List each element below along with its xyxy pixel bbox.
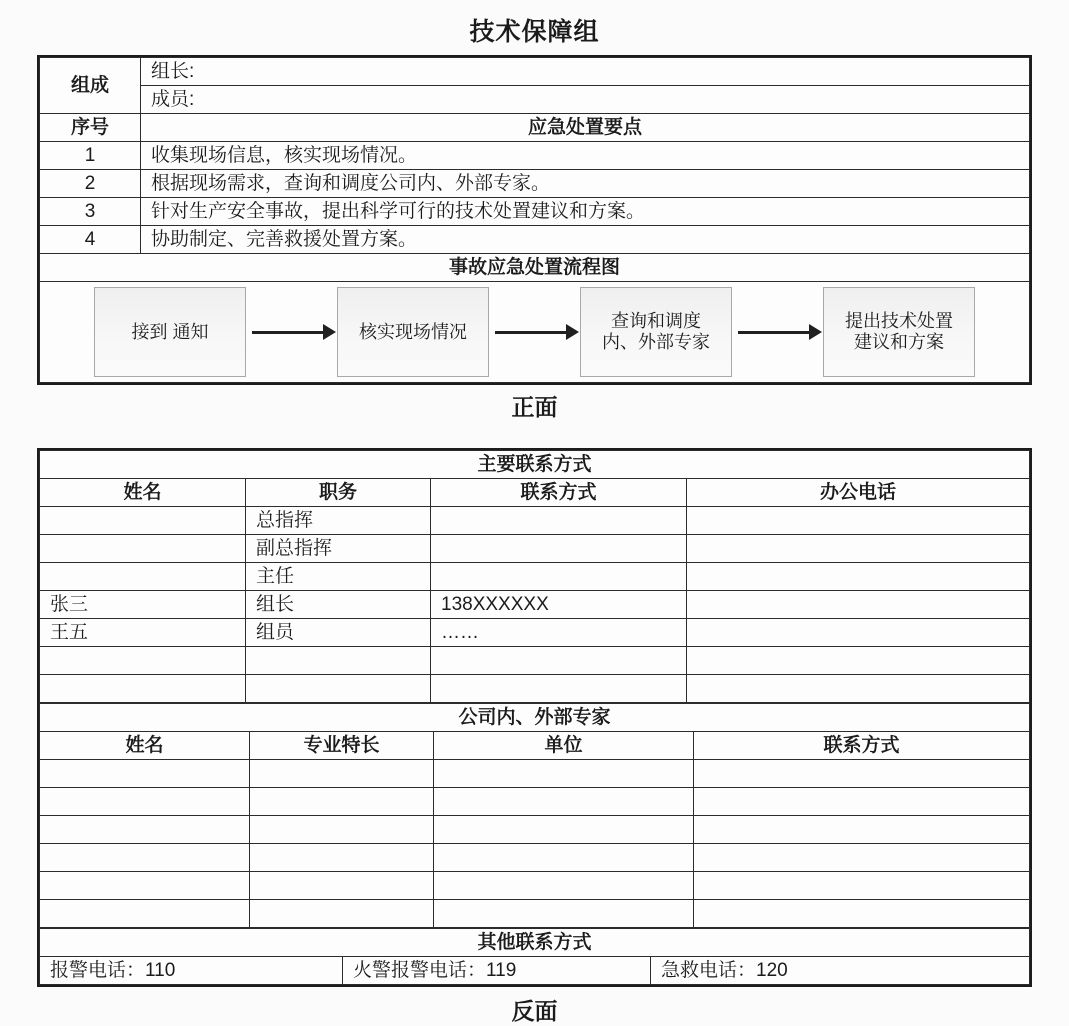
role-cell (246, 647, 431, 675)
name-cell (40, 900, 250, 928)
contacts-header-office: 办公电话 (687, 479, 1030, 507)
point-row (40, 198, 1030, 226)
experts-title-row (40, 704, 1030, 732)
name-cell (40, 816, 250, 844)
name-cell (40, 872, 250, 900)
point-text: 协助制定、完善救援处置方案。 (141, 226, 1030, 254)
front-side-label: 正面 (511, 394, 558, 420)
expert-row (40, 900, 1030, 928)
unit-cell (434, 844, 694, 872)
contact-cell (694, 788, 1030, 816)
point-text: 根据现场需求，查询和调度公司内、外部专家。 (141, 170, 1030, 198)
other-contacts-table (39, 928, 1030, 985)
flowchart-title-row (40, 254, 1030, 282)
flow-step-verify (337, 287, 489, 377)
leader-cell (141, 58, 1030, 86)
specialty-cell (250, 760, 434, 788)
points-header-row (40, 114, 1030, 142)
role-cell: 主任 (246, 563, 431, 591)
contacts-title: 主要联系方式 (40, 451, 1030, 479)
flowchart-row (40, 282, 1030, 383)
flow-step-text: 提出技术处置 (845, 311, 953, 332)
flow-arrow-icon (252, 331, 323, 334)
flow-arrow-icon (495, 331, 566, 334)
contacts-header-row (40, 479, 1030, 507)
role-cell: 副总指挥 (246, 535, 431, 563)
name-cell: 王五 (40, 619, 246, 647)
other-contacts-title: 其他联系方式 (40, 929, 1030, 957)
composition-members-row (40, 86, 1030, 114)
contacts-table (39, 450, 1030, 703)
role-cell (246, 675, 431, 703)
point-row (40, 142, 1030, 170)
experts-header-unit: 单位 (434, 732, 694, 760)
expert-row (40, 760, 1030, 788)
contact-cell (694, 872, 1030, 900)
office-cell (687, 563, 1030, 591)
name-cell: 张三 (40, 591, 246, 619)
specialty-cell (250, 816, 434, 844)
contact-cell: …… (431, 619, 687, 647)
contact-row (40, 675, 1030, 703)
office-cell (687, 507, 1030, 535)
flow-step-dispatch-experts (580, 287, 732, 377)
point-no: 2 (40, 170, 141, 198)
experts-header-specialty: 专业特长 (250, 732, 434, 760)
contacts-header-role: 职务 (246, 479, 431, 507)
name-cell (40, 507, 246, 535)
flow-arrow-icon (738, 331, 809, 334)
police-phone-cell: 报警电话：110 (40, 957, 343, 985)
points-content-header: 应急处置要点 (141, 114, 1030, 142)
experts-header-contact: 联系方式 (694, 732, 1030, 760)
experts-header-name: 姓名 (40, 732, 250, 760)
flow-step-text: 建议和方案 (854, 332, 944, 352)
contact-row (40, 619, 1030, 647)
specialty-cell (250, 900, 434, 928)
flowchart-title: 事故应急处置流程图 (40, 254, 1030, 282)
flowchart-cell (40, 282, 1030, 383)
page-title: 技术保障组 (469, 18, 600, 46)
unit-cell (434, 900, 694, 928)
specialty-cell (250, 844, 434, 872)
specialty-cell (250, 872, 434, 900)
back-side-label: 反面 (511, 998, 558, 1024)
unit-cell (434, 872, 694, 900)
office-cell (687, 535, 1030, 563)
contact-cell: 138XXXXXX (431, 591, 687, 619)
expert-row (40, 816, 1030, 844)
fire-phone-cell: 火警报警电话：119 (343, 957, 651, 985)
point-no: 4 (40, 226, 141, 254)
office-cell (687, 647, 1030, 675)
other-title-row (40, 929, 1030, 957)
flow-step-notified (94, 287, 246, 377)
contacts-header-name: 姓名 (40, 479, 246, 507)
unit-cell (434, 816, 694, 844)
points-index-header: 序号 (40, 114, 141, 142)
emergency-phones-row (40, 957, 1030, 985)
office-cell (687, 619, 1030, 647)
expert-row (40, 788, 1030, 816)
office-cell (687, 591, 1030, 619)
flow-step-text: 内、外部专家 (602, 332, 710, 352)
contact-cell (431, 507, 687, 535)
composition-leader-row (40, 58, 1030, 86)
name-cell (40, 675, 246, 703)
unit-cell (434, 788, 694, 816)
expert-row (40, 872, 1030, 900)
office-cell (687, 675, 1030, 703)
flowchart (40, 282, 1029, 382)
leader-label: 组长: (151, 60, 195, 82)
unit-cell (434, 760, 694, 788)
experts-table (39, 703, 1030, 928)
contact-cell (431, 675, 687, 703)
contact-cell (694, 760, 1030, 788)
point-text: 针对生产安全事故，提出科学可行的技术处置建议和方案。 (141, 198, 1030, 226)
expert-row (40, 844, 1030, 872)
point-no: 3 (40, 198, 141, 226)
front-table (37, 55, 1032, 385)
flow-step-text: 查询和调度 (611, 311, 701, 332)
name-cell (40, 647, 246, 675)
name-cell (40, 535, 246, 563)
name-cell (40, 844, 250, 872)
contact-row (40, 647, 1030, 675)
contact-cell (694, 816, 1030, 844)
contact-row (40, 563, 1030, 591)
point-row (40, 170, 1030, 198)
point-no: 1 (40, 142, 141, 170)
contact-cell (694, 900, 1030, 928)
contact-row (40, 507, 1030, 535)
contact-cell (694, 844, 1030, 872)
role-cell: 组长 (246, 591, 431, 619)
composition-label: 组成 (40, 58, 141, 114)
flow-step-propose-plan (823, 287, 975, 377)
contact-cell (431, 647, 687, 675)
contact-row (40, 535, 1030, 563)
contact-cell (431, 535, 687, 563)
point-row (40, 226, 1030, 254)
experts-header-row (40, 732, 1030, 760)
experts-title: 公司内、外部专家 (40, 704, 1030, 732)
contact-row (40, 591, 1030, 619)
name-cell (40, 563, 246, 591)
role-cell: 总指挥 (246, 507, 431, 535)
name-cell (40, 788, 250, 816)
members-cell (141, 86, 1030, 114)
front-table-grid (39, 57, 1030, 383)
flow-step-text: 接到 通知 (131, 321, 209, 342)
name-cell (40, 760, 250, 788)
role-cell: 组员 (246, 619, 431, 647)
ambulance-phone-cell: 急救电话：120 (651, 957, 1030, 985)
back-table (37, 448, 1032, 987)
flow-step-text: 核实现场情况 (359, 321, 467, 342)
specialty-cell (250, 788, 434, 816)
contact-cell (431, 563, 687, 591)
contacts-title-row (40, 451, 1030, 479)
members-label: 成员: (151, 88, 195, 110)
contacts-header-contact: 联系方式 (431, 479, 687, 507)
point-text: 收集现场信息，核实现场情况。 (141, 142, 1030, 170)
